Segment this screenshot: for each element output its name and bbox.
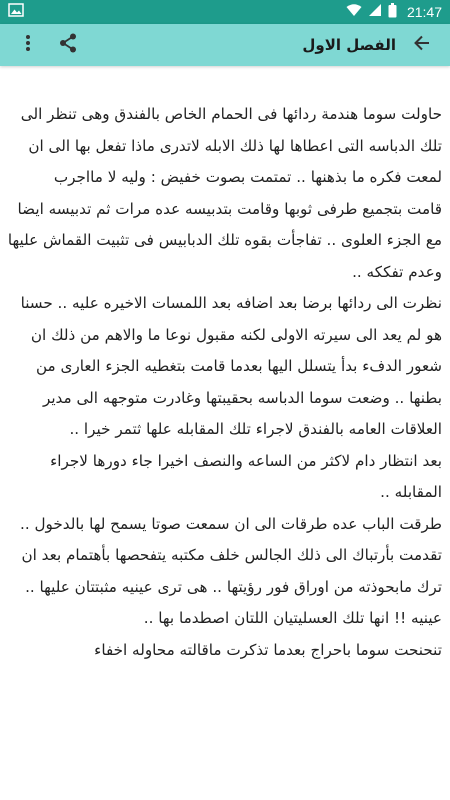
chapter-paragraph: طرقت الباب عده طرقات الى ان سمعت صوتا يسمح لها بالدخول .. <box>20 514 442 533</box>
status-bar <box>0 0 450 24</box>
back-button[interactable] <box>402 25 442 65</box>
app-bar <box>0 24 450 66</box>
page-title: الفصل الاول <box>302 36 396 54</box>
chapter-paragraph: تقدمت بأرتباك الى ذلك الجالس خلف مكتبه يتفحصها بأهتمام بعد ان ترك مابحوذته من اوراق فور رؤيتها .. هى ترى عينيه مثبتتان عليها .. عينيه !! انها تلك العسليتيان اللتان اصطدما بها .. <box>21 546 442 627</box>
status-left <box>8 3 24 21</box>
chapter-content[interactable] <box>0 66 450 800</box>
back-arrow-icon <box>414 35 430 55</box>
app-bar-actions <box>8 25 88 65</box>
overflow-menu-button[interactable] <box>8 25 48 65</box>
battery-icon <box>388 3 397 22</box>
chapter-text <box>6 99 442 666</box>
status-time: 21:47 <box>406 4 442 20</box>
share-button[interactable] <box>48 25 88 65</box>
share-icon <box>59 33 77 57</box>
chapter-paragraph: نظرت الى ردائها برضا بعد اضافه بعد اللمسات الاخيره عليه .. حسنا هو لم يعد الى سيرته الاولى لكنه مقبول نوعا ما والاهم من ذلك ان شعور الدفء بدأ يتسلل اليها بعدما قامت بتغطيه الجزء العارى من بطنها .. وضعت سوما الدباسه بحقيبتها وغادرت متوجهه الى مدير العلاقات العامه بالفندق لاجراء تلك المقابله علها ثتمر خيرا .. <box>20 294 442 438</box>
image-notification-icon <box>8 3 24 21</box>
chapter-paragraph: تنحنحت سوما باحراج بعدما تذكرت ماقالته محاوله اخفاء <box>94 640 442 659</box>
overflow-menu-icon <box>25 34 31 56</box>
wifi-icon <box>346 3 362 21</box>
chapter-paragraph: بعد انتظار دام لاكثر من الساعه والنصف اخيرا جاء دورها لاجراء المقابله .. <box>50 451 442 501</box>
chapter-paragraph: حاولت سوما هندمة ردائها فى الحمام الخاص بالفندق وهى تنظر الى تلك الدباسه التى اعطاها لها ذلك الابله لاتدرى ماذا تفعل بها الى ان لمعت فكره ما بذهنها .. تمتمت بصوت خفيض : وليه لا مااجرب <box>20 105 442 186</box>
status-right <box>346 3 442 22</box>
cellular-icon <box>368 3 382 21</box>
chapter-paragraph: قامت بتجميع طرفى ثوبها وقامت بتدبيسه عده مرات ثم تدبيسه ايضا مع الجزء العلوى .. تفاجأت بقوه تلك الدبابيس فى تثبيت القماش عليها وعدم تفككه .. <box>7 199 442 281</box>
